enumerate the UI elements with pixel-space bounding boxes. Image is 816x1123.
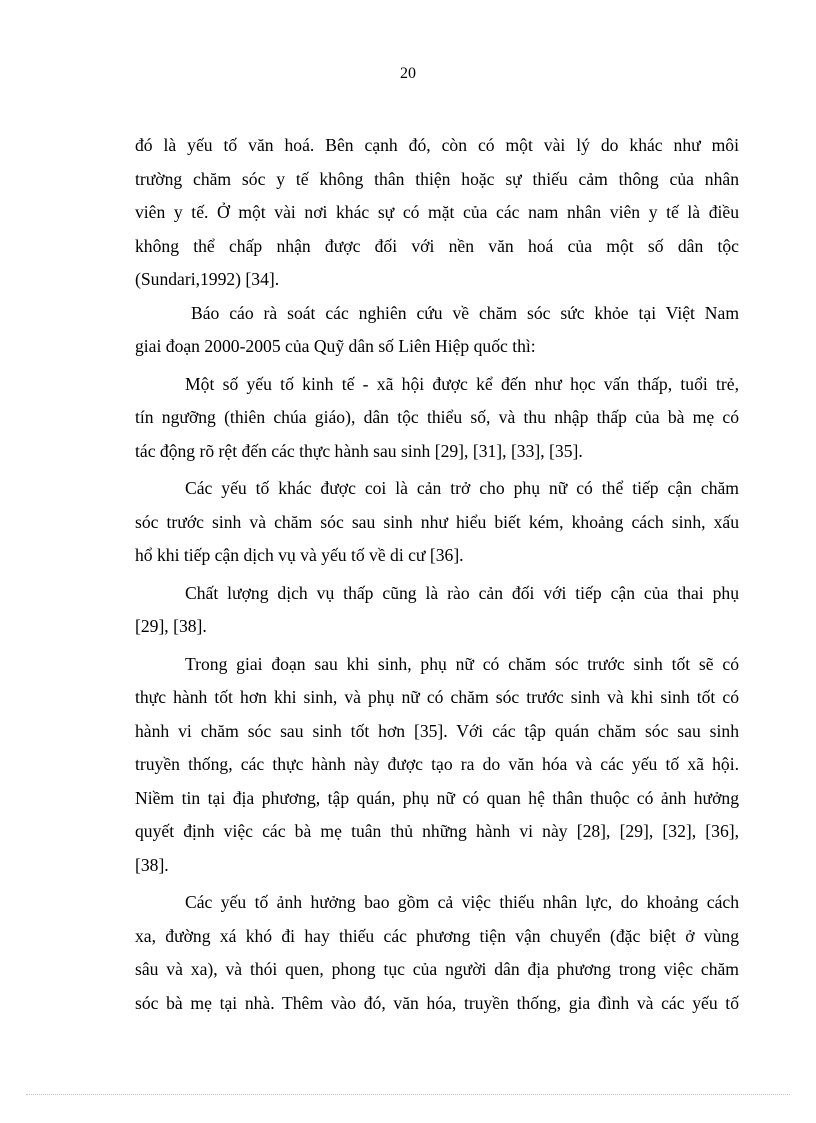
- page-number: 20: [400, 65, 416, 82]
- text-line: quyết định việc các bà mẹ tuân thủ những hành vi này [28], [29], [32], [36],: [135, 821, 739, 841]
- body-text: [135, 129, 739, 1020]
- paragraph-service-quality: [135, 577, 739, 644]
- text-line: sóc bà mẹ tại nhà. Thêm vào đó, văn hóa, truyền thống, gia đình và các yếu tố: [135, 992, 739, 1013]
- text-line: thực hành tốt hơn khi sinh, và phụ nữ có chăm sóc trước sinh và khi sinh tốt có: [135, 687, 739, 707]
- text-line: viên y tế. Ở một vài nơi khác sự có mặt của các nam nhân viên y tế là điều: [135, 202, 739, 222]
- text-line: Các yếu tố khác được coi là cản trở cho phụ nữ có thể tiếp cận chăm: [185, 478, 739, 498]
- text-line: Một số yếu tố kinh tế - xã hội được kể đến như học vấn thấp, tuổi trẻ,: [185, 373, 739, 394]
- text-line: đó là yếu tố văn hoá. Bên cạnh đó, còn có một vài lý do khác như môi: [135, 135, 739, 155]
- paragraph-unfpa-review: [135, 297, 739, 364]
- text-line: trường chăm sóc y tế không thân thiện hoặc sự thiếu cảm thông của nhân: [135, 168, 739, 189]
- paragraph-cultural-factors: [135, 129, 739, 297]
- text-line: sóc trước sinh và chăm sóc sau sinh như hiểu biết kém, khoảng cách sinh, xấu: [135, 511, 739, 532]
- text-line: [29], [38].: [135, 616, 207, 636]
- text-line: tín ngưỡng (thiên chúa giáo), dân tộc thiểu số, và thu nhập thấp của bà mẹ có: [135, 407, 739, 427]
- text-line: sâu và xa), và thói quen, phong tục của người dân địa phương trong việc chăm: [135, 959, 739, 979]
- text-line: truyền thống, các thực hành này được tạo ra do văn hóa và các yếu tố xã hội.: [135, 754, 739, 774]
- text-line: Niềm tin tại địa phương, tập quán, phụ nữ có quan hệ thân thuộc có ảnh hưởng: [135, 787, 739, 808]
- paragraph-access-barriers: [135, 472, 739, 573]
- paragraph-postpartum-practices: [135, 648, 739, 883]
- text-line: (Sundari,1992) [34].: [135, 269, 280, 289]
- text-line: Trong giai đoạn sau khi sinh, phụ nữ có chăm sóc trước sinh tốt sẽ có: [185, 653, 739, 674]
- text-line: không thể chấp nhận được đối với nền văn hoá của một số dân tộc: [135, 235, 739, 256]
- text-line: [38].: [135, 854, 169, 875]
- text-line: giai đoạn 2000-2005 của Quỹ dân số Liên Hiệp quốc thì:: [135, 336, 536, 356]
- text-line: tác động rõ rệt đến các thực hành sau sinh [29], [31], [33], [35].: [135, 440, 583, 461]
- paragraph-influencing-factors: [135, 886, 739, 1020]
- text-line: Các yếu tố ảnh hưởng bao gồm cả việc thiếu nhân lực, do khoảng cách: [185, 892, 739, 912]
- text-line: xa, đường xá khó đi hay thiếu các phương tiện vận chuyển (đặc biệt ở vùng: [135, 925, 739, 946]
- text-line: Chất lượng dịch vụ thấp cũng là rào cản đối với tiếp cận của thai phụ: [185, 582, 739, 603]
- text-line: Báo cáo rà soát các nghiên cứu về chăm sóc sức khỏe tại Việt Nam: [191, 302, 739, 323]
- text-line: hành vi chăm sóc sau sinh tốt hơn [35]. Với các tập quán chăm sóc sau sinh: [135, 720, 739, 741]
- text-line: hổ khi tiếp cận dịch vụ và yếu tố về di cư [36].: [135, 545, 464, 565]
- page-bottom-divider: [26, 1094, 790, 1095]
- paragraph-socioeconomic-factors: [135, 368, 739, 469]
